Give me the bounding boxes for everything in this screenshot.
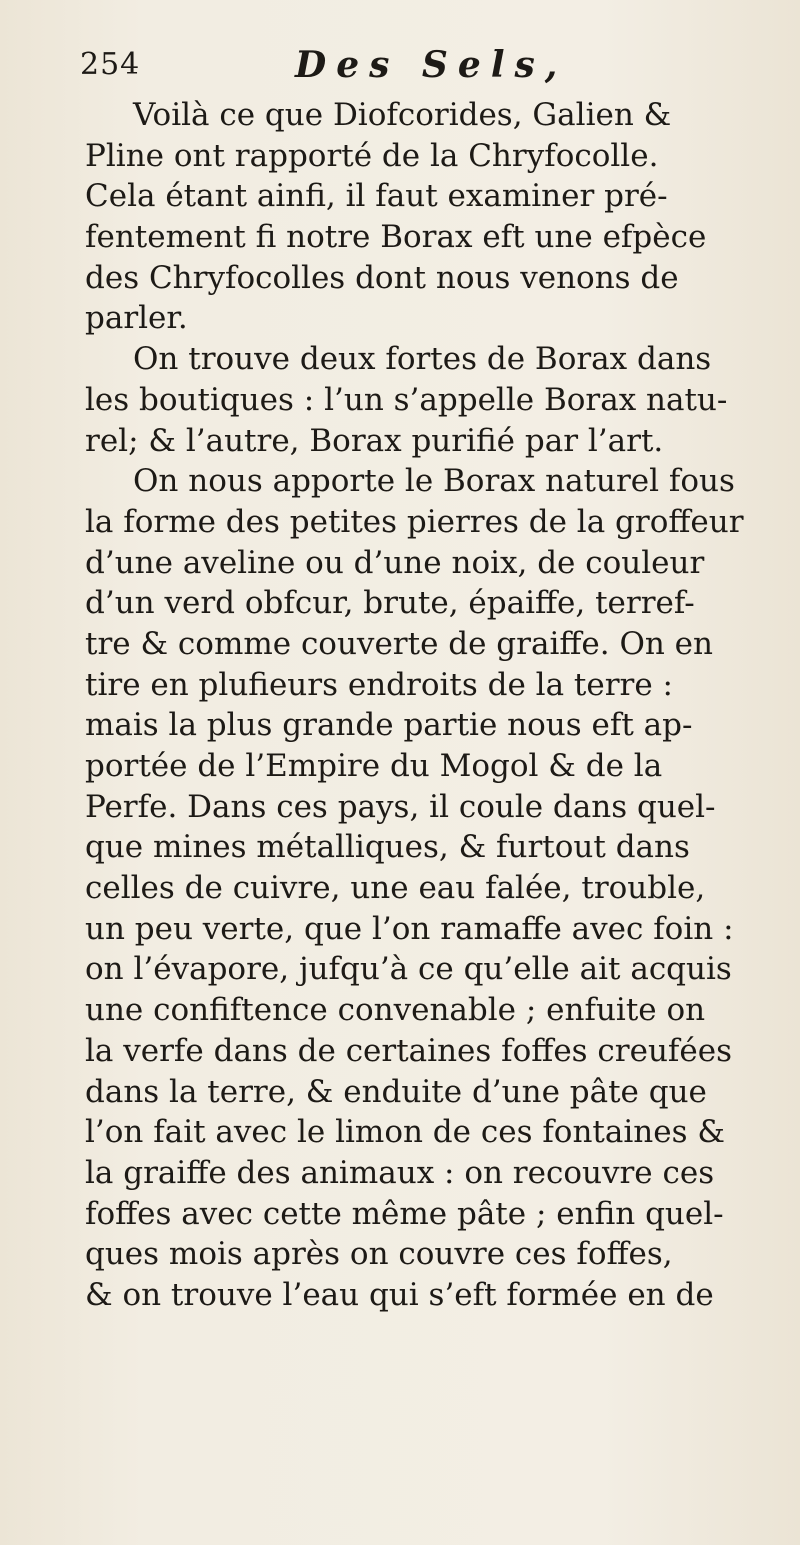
text-line: foffes avec cette même pâte ; enfin quel- <box>85 1195 724 1232</box>
text-line: On nous apporte le Borax naturel fous <box>133 463 735 500</box>
text-line: celles de cuivre, une eau falée, trouble, <box>85 870 706 907</box>
text-line: rel; & l’autre, Borax purifié par l’art. <box>85 422 664 459</box>
text-line: Cela étant ainfi, il faut examiner pré- <box>85 178 668 215</box>
text-line: d’un verd obfcur, brute, épaiffe, terref- <box>85 585 695 622</box>
text-line: des Chryfocolles dont nous venons de <box>85 259 679 296</box>
text-line: portée de l’Empire du Mogol & de la <box>85 748 663 784</box>
text-line: la graiffe des animaux : on recouvre ces <box>85 1154 715 1191</box>
text-line: les boutiques : l’un s’appelle Borax natu- <box>85 381 728 418</box>
text-line: on l’évapore, jufqu’à ce qu’elle ait acquis <box>85 951 732 988</box>
text-line: fentement fi notre Borax eft une efpèce <box>85 219 707 256</box>
running-title: Des Sels, <box>295 44 568 86</box>
text-line: Perfe. Dans ces pays, il coule dans quel- <box>85 788 716 825</box>
page-number: 254 <box>80 47 141 82</box>
text-line: parler. <box>85 300 188 337</box>
text-line: une confiftence convenable ; enfuite on <box>85 992 706 1029</box>
text-line: un peu verte, que l’on ramaffe avec foin : <box>85 910 734 947</box>
text-line: que mines métalliques, & furtout dans <box>85 829 690 866</box>
text-line: tire en plufieurs endroits de la terre : <box>85 666 674 703</box>
text-line: ques mois après on couvre ces foffes, <box>85 1236 673 1273</box>
text-line: mais la plus grande partie nous eft ap- <box>85 707 693 744</box>
text-line: On trouve deux fortes de Borax dans <box>133 341 712 378</box>
text-line: dans la terre, & enduite d’une pâte que <box>85 1073 707 1110</box>
text-line: d’une aveline ou d’une noix, de couleur <box>85 544 705 581</box>
text-line: Voilà ce que Diofcorides, Galien & <box>133 97 672 133</box>
text-line: la forme des petites pierres de la groffeur <box>85 503 744 540</box>
text-line: & on trouve l’eau qui s’eft formée en de <box>85 1276 714 1313</box>
text-line: la verfe dans de certaines foffes creufées <box>85 1032 732 1069</box>
page-body <box>85 95 765 1316</box>
text-line: l’on fait avec le limon de ces fontaines & <box>85 1114 725 1151</box>
page-header <box>80 45 760 85</box>
text-line: Pline ont rapporté de la Chryfocolle. <box>85 137 659 174</box>
text-line: tre & comme couverte de graiffe. On en <box>85 625 713 662</box>
